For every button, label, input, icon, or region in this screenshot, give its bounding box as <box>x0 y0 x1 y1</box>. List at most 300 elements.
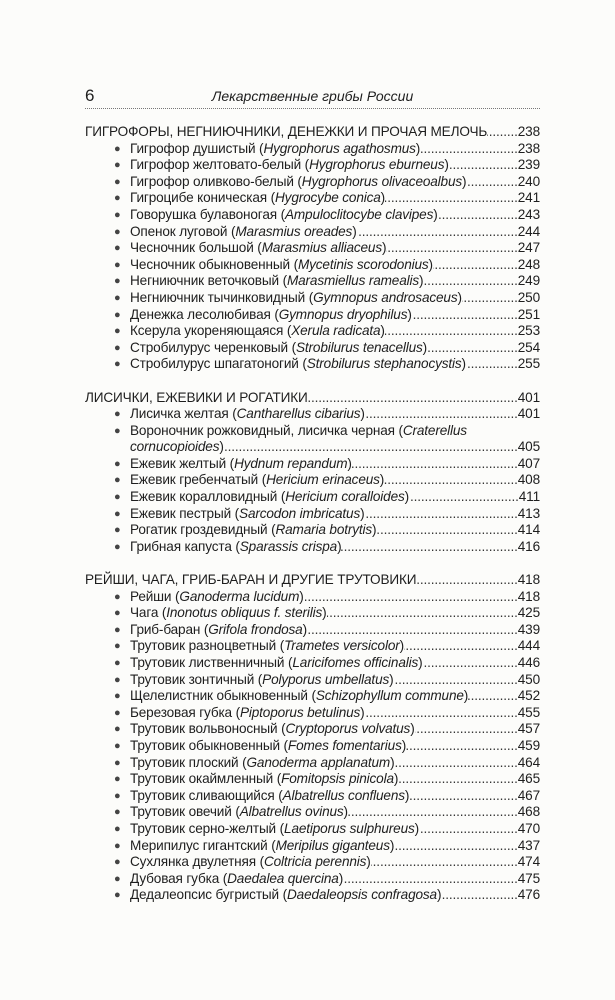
latin-name: Marasmius oreades <box>235 223 353 239</box>
russian-name: Чесночник обыкновенный <box>130 256 290 272</box>
russian-name: Ежевик коралловидный <box>130 489 278 505</box>
bullet-icon: ● <box>114 524 121 537</box>
bullet-icon: ● <box>114 690 121 703</box>
entry-page: 238 <box>517 140 540 156</box>
section-page: 238 <box>517 124 540 139</box>
table-of-contents <box>85 124 540 921</box>
toc-entry[interactable] <box>85 489 540 506</box>
russian-name: Вороночник рожковидный, лисичка черная <box>130 422 395 438</box>
entry-name: Трутовик сливающийся (Albatrellus confluens) <box>130 787 410 803</box>
entry-name: Трутовик серно-желтый (Laetiporus sulphureus) <box>130 820 420 836</box>
latin-name: Polyporus umbellatus <box>262 671 390 687</box>
latin-name: Fomes fomentarius <box>287 737 402 753</box>
entry-page: 243 <box>517 206 540 222</box>
latin-name: Albatrellus ovinus <box>239 804 344 820</box>
entry-name: Ежевик коралловидный (Hericium coralloides) <box>130 489 410 505</box>
russian-name: Дедалеопсис бугристый <box>130 887 279 903</box>
entry-page: 416 <box>517 538 540 554</box>
russian-name: Негниючник веточковый <box>130 273 279 289</box>
entry-name: Трутовик окаймленный (Fomitopsis pinicola) <box>130 771 399 787</box>
dot-leader <box>385 323 518 340</box>
dot-leader <box>416 572 517 589</box>
toc-entry[interactable] <box>85 406 540 423</box>
entry-name: Щелелистник обыкновенный (Schizophyllum commune) <box>130 688 469 704</box>
toc-entry[interactable] <box>85 522 540 539</box>
section-heading[interactable] <box>85 390 540 407</box>
entry-page: 476 <box>517 887 540 903</box>
toc-entry[interactable] <box>85 207 540 224</box>
toc-entry[interactable] <box>85 838 540 855</box>
dot-leader <box>327 605 518 622</box>
dot-leader <box>449 157 518 174</box>
bullet-icon: ● <box>114 491 121 504</box>
russian-name: Гигрофор оливково-белый <box>130 173 294 189</box>
bullet-icon: ● <box>114 208 121 221</box>
latin-name: Hygrophorus agathosmus <box>263 140 416 156</box>
dot-leader <box>468 688 518 705</box>
entry-name: Трутовик вольвоносный (Cryptoporus volvatus) <box>130 721 415 737</box>
toc-entry[interactable] <box>85 290 540 307</box>
latin-name: Mycetinis scorodonius <box>297 256 429 272</box>
entry-page: 474 <box>517 854 540 870</box>
dot-leader <box>466 356 518 373</box>
entry-name: Дедалеопсис бугристый (Daedaleopsis confragosa) <box>130 887 442 903</box>
latin-name: Hericium erinaceus <box>266 472 380 488</box>
entry-page: 467 <box>517 787 540 803</box>
bullet-icon: ● <box>114 358 121 371</box>
bullet-icon: ● <box>114 657 121 669</box>
entry-page: 418 <box>517 588 540 604</box>
bullet-icon: ● <box>114 607 121 620</box>
dot-leader <box>462 290 518 307</box>
entry-name: Денежка лесолюбивая (Gymnopus dryophilus) <box>130 306 412 322</box>
entry-page: 251 <box>517 306 540 322</box>
toc-entry[interactable] <box>85 705 540 722</box>
entry-page: 465 <box>517 771 540 787</box>
entry-page: 455 <box>517 704 540 720</box>
entry-page: 408 <box>517 472 540 488</box>
bullet-icon: ● <box>114 822 121 835</box>
dot-leader <box>412 307 518 324</box>
entry-name: Дубовая губка (Daedalea quercina) <box>130 870 344 886</box>
russian-name: Трутовик разноцветный <box>130 638 277 654</box>
latin-name: Gymnopus dryophilus <box>278 306 408 322</box>
dot-leader <box>371 854 518 871</box>
running-title: Лекарственные грибы России <box>211 88 414 104</box>
dot-leader <box>420 141 518 158</box>
latin-name: Strobilurus stephanocystis <box>306 356 462 372</box>
latin-name: Daedaleopsis confragosa <box>287 887 437 903</box>
toc-entry[interactable] <box>85 472 540 489</box>
latin-name: Grifola frondosa <box>208 621 303 637</box>
section-title: РЕЙШИ, ЧАГА, ГРИБ-БАРАН И ДРУГИЕ ТРУТОВИКИ <box>85 572 417 588</box>
section-page: 401 <box>517 389 540 405</box>
toc-entry[interactable] <box>85 456 540 473</box>
bullet-icon: ● <box>114 457 121 470</box>
toc-entry[interactable] <box>85 821 540 838</box>
dot-leader <box>423 655 518 672</box>
entry-name: Лисичка желтая (Cantharellus cibarius) <box>130 406 365 422</box>
bullet-icon: ● <box>114 723 121 736</box>
toc-entry[interactable] <box>85 655 540 672</box>
bullet-icon: ● <box>114 225 121 238</box>
dot-leader <box>398 771 518 788</box>
entry-page: 470 <box>517 820 540 836</box>
entry-page: 249 <box>517 273 540 289</box>
toc-entry[interactable] <box>85 190 540 207</box>
entry-name: Гигроцибе коническая (Hygrocybe conica) <box>130 190 386 206</box>
russian-name: Грибная капуста <box>130 538 232 554</box>
latin-name: Cantharellus cibarius <box>236 406 361 422</box>
section-page: 418 <box>517 572 540 588</box>
bullet-icon: ● <box>114 872 121 885</box>
entry-name: Негниючник веточковый (Marasmiellus ramealis) <box>130 273 424 289</box>
dot-leader <box>487 124 518 141</box>
latin-name: Albatrellus confluens <box>282 787 405 803</box>
russian-name: Березовая губка <box>130 704 232 720</box>
bullet-icon: ● <box>114 341 121 354</box>
russian-name: Гигроцибе коническая <box>130 190 267 206</box>
dot-leader <box>406 738 518 755</box>
entry-name: Чесночник большой (Marasmius alliaceus) <box>130 240 387 256</box>
entry-name: Трутовик зонтичный (Polyporus umbellatus) <box>130 671 394 687</box>
toc-entry[interactable] <box>85 638 540 655</box>
latin-name: Xerula radicata <box>291 323 381 339</box>
entry-name-continued: cornucopioides) <box>130 439 224 455</box>
latin-name: Cryptoporus volvatus <box>285 721 411 737</box>
entry-page: 468 <box>517 804 540 820</box>
latin-name: Craterellus <box>402 422 467 438</box>
toc-entry[interactable] <box>85 672 540 689</box>
bullet-icon: ● <box>114 623 121 636</box>
latin-name: Sarcodon imbricatus <box>239 505 361 521</box>
entry-name: Чага (Inonotus obliquus f. sterilis) <box>130 605 327 621</box>
entry-page: 239 <box>517 157 540 173</box>
latin-name: Schizophyllum commune <box>315 688 464 704</box>
russian-name: Гриб-баран <box>130 621 201 637</box>
dot-leader <box>385 190 518 207</box>
bullet-icon: ● <box>114 192 121 205</box>
dot-leader <box>423 273 517 290</box>
latin-name: Meripilus giganteus <box>275 837 390 853</box>
entry-page: 413 <box>517 505 540 521</box>
dot-leader <box>365 705 518 722</box>
russian-name: Щелелистник обыкновенный <box>130 688 308 704</box>
toc-entry[interactable] <box>85 738 540 755</box>
russian-name: Гигрофор желтовато-белый <box>130 157 302 173</box>
toc-entry[interactable] <box>85 273 540 290</box>
russian-name: Гигрофор душистый <box>130 140 256 156</box>
entry-name: Рогатик гроздевидный (Ramaria botrytis) <box>130 522 377 538</box>
dot-leader <box>433 257 518 274</box>
section-title: ЛИСИЧКИ, ЕЖЕВИКИ И РОГАТИКИ <box>85 389 308 405</box>
toc-entry[interactable] <box>85 804 540 821</box>
dot-leader <box>365 406 518 423</box>
running-header <box>85 86 540 109</box>
russian-name: Трутовик лиственничный <box>130 655 285 670</box>
toc-entry[interactable] <box>85 423 540 440</box>
entry-name: Опенок луговой (Marasmius oreades) <box>130 223 357 239</box>
russian-name: Трутовик зонтичный <box>130 671 255 687</box>
entry-page: 457 <box>517 721 540 737</box>
bullet-icon: ● <box>114 640 121 653</box>
dot-leader <box>365 506 518 523</box>
bullet-icon: ● <box>114 739 121 752</box>
russian-name: Говорушка булавоногая <box>130 206 277 222</box>
latin-name: Marasmiellus ramealis <box>286 273 420 289</box>
entry-page: 255 <box>517 356 540 372</box>
russian-name: Чесночник большой <box>130 240 254 256</box>
bullet-icon: ● <box>114 424 121 437</box>
dot-leader <box>394 838 518 855</box>
dot-leader <box>409 489 519 506</box>
russian-name: Стробилурус черенковый <box>130 339 288 355</box>
toc-entry[interactable] <box>85 788 540 805</box>
latin-name: Hygrophorus olivaceoalbus <box>301 173 463 189</box>
toc-section <box>85 124 540 373</box>
toc-entry[interactable] <box>85 307 540 324</box>
russian-name: Опенок луговой <box>130 223 228 239</box>
latin-name: Hygrocybe conica <box>275 190 381 206</box>
toc-entry[interactable] <box>85 174 540 191</box>
entry-name: Сухлянка двулетняя (Coltricia perennis) <box>130 854 371 870</box>
latin-name: Marasmius alliaceus <box>261 240 382 256</box>
entry-page: 248 <box>517 256 540 272</box>
entry-page: 241 <box>517 190 540 206</box>
toc-entry[interactable] <box>85 854 540 871</box>
entry-name: Ксерула укореняющаяся (Xerula radicata) <box>130 323 385 339</box>
latin-name: Ganoderma lucidum <box>179 588 300 604</box>
entry-name: Стробилурус шпагатоногий (Strobilurus stephanocystis) <box>130 356 466 372</box>
entry-page: 405 <box>517 439 540 455</box>
dot-leader <box>409 788 517 805</box>
entry-name: Трутовик плоский (Ganoderma applanatum) <box>130 754 395 770</box>
bullet-icon: ● <box>114 789 121 802</box>
entry-page: 452 <box>517 688 540 704</box>
entry-name: Гриб-баран (Grifola frondosa) <box>130 621 307 637</box>
entry-page: 446 <box>517 655 540 670</box>
entry-page: 253 <box>517 323 540 339</box>
bullet-icon: ● <box>114 856 121 869</box>
russian-name: Рейши <box>130 588 172 604</box>
entry-page: 425 <box>517 605 540 621</box>
latin-name: Inonotus obliquus f. sterilis <box>166 605 323 621</box>
toc-entry[interactable] <box>85 157 540 174</box>
dot-leader <box>304 589 518 606</box>
bullet-icon: ● <box>114 889 121 902</box>
entry-name: Трутовик разноцветный (Trametes versicolor) <box>130 638 405 654</box>
russian-name: Трутовик обыкновенный <box>130 737 280 753</box>
entry-name: Чесночник обыкновенный (Mycetinis scorodonius) <box>130 256 433 272</box>
toc-entry[interactable] <box>85 257 540 274</box>
dot-leader <box>384 472 518 489</box>
russian-name: Трутовик окаймленный <box>130 771 274 787</box>
entry-name: Мерипилус гигантский (Meripilus giganteus) <box>130 837 395 853</box>
toc-section <box>85 572 540 904</box>
russian-name: Трутовик серно-желтый <box>130 820 277 836</box>
latin-name: Piptoporus betulinus <box>239 704 361 720</box>
russian-name: Дубовая губка <box>130 870 220 886</box>
dot-leader <box>427 340 518 357</box>
latin-name: Hericium coralloides <box>285 489 405 505</box>
russian-name: Лисичка желтая <box>130 406 229 422</box>
toc-entry[interactable] <box>85 688 540 705</box>
bullet-icon: ● <box>114 159 121 172</box>
russian-name: Чага <box>130 605 159 621</box>
bullet-icon: ● <box>114 756 121 769</box>
dot-leader <box>394 755 517 772</box>
latin-name: Hygrophorus eburneus <box>309 157 445 173</box>
toc-entry[interactable] <box>85 539 540 556</box>
entry-name: Гигрофор душистый (Hygrophorus agathosmus) <box>130 140 421 156</box>
latin-name: Ramaria botrytis <box>275 522 373 538</box>
entry-name: Березовая губка (Piptoporus betulinus) <box>130 704 365 720</box>
dot-leader <box>415 721 518 738</box>
bullet-icon: ● <box>114 507 121 520</box>
entry-page: 411 <box>518 489 540 505</box>
bullet-icon: ● <box>114 773 121 786</box>
russian-name: Ежевик желтый <box>130 455 227 471</box>
russian-name: Денежка лесолюбивая <box>130 306 271 322</box>
latin-name: Hydnum repandum <box>234 455 348 471</box>
latin-name: Strobilurus tenacellus <box>295 339 423 355</box>
entry-name: Трутовик лиственничный (Laricifomes officinalis) <box>130 655 423 670</box>
toc-entry-continuation[interactable] <box>85 439 540 456</box>
bullet-icon: ● <box>114 806 121 819</box>
entry-page: 250 <box>517 289 540 305</box>
latin-name-continued: cornucopioides <box>130 439 220 455</box>
latin-name: Laetiporus sulphureus <box>284 820 415 836</box>
toc-entry[interactable] <box>85 771 540 788</box>
latin-name: Gymnopus androsaceus <box>313 289 458 305</box>
bullet-icon: ● <box>114 839 121 852</box>
dot-leader <box>419 821 518 838</box>
bullet-icon: ● <box>114 673 121 686</box>
bullet-icon: ● <box>114 474 121 487</box>
entry-name: Стробилурус черенковый (Strobilurus tenacellus) <box>130 339 428 355</box>
entry-page: 450 <box>517 671 540 687</box>
dot-leader <box>376 522 517 539</box>
entry-name: Говорушка булавоногая (Ampuloclitocybe clavipes) <box>130 206 438 222</box>
toc-entry[interactable] <box>85 589 540 606</box>
latin-name: Ganoderma applanatum <box>246 754 391 770</box>
entry-name: Трутовик обыкновенный (Fomes fomentarius) <box>130 737 407 753</box>
bullet-icon: ● <box>114 308 121 321</box>
latin-name: Sparassis crispa <box>239 538 338 554</box>
toc-entry[interactable] <box>85 871 540 888</box>
page-number: 6 <box>85 86 95 105</box>
toc-entry[interactable] <box>85 755 540 772</box>
dot-leader <box>352 456 518 473</box>
bullet-icon: ● <box>114 258 121 271</box>
section-heading[interactable] <box>85 572 540 589</box>
toc-entry[interactable] <box>85 141 540 158</box>
entry-page: 254 <box>517 339 540 355</box>
toc-entry[interactable] <box>85 323 540 340</box>
russian-name: Негниючник тычинковидный <box>130 289 306 305</box>
dot-leader <box>308 390 518 407</box>
latin-name: Fomitopsis pinicola <box>281 771 394 787</box>
russian-name: Сухлянка двулетняя <box>130 854 256 870</box>
entry-page: 247 <box>517 240 540 256</box>
entry-name: Грибная капуста (Sparassis crispa) <box>130 538 342 554</box>
entry-name: Негниючник тычинковидный (Gymnopus androsaceus) <box>130 289 462 305</box>
dot-leader <box>394 672 518 689</box>
entry-name: Рейши (Ganoderma lucidum) <box>130 588 304 604</box>
toc-entry[interactable] <box>85 721 540 738</box>
entry-page: 444 <box>517 638 540 654</box>
russian-name: Рогатик гроздевидный <box>130 522 268 538</box>
bullet-icon: ● <box>114 540 121 553</box>
entry-page: 475 <box>517 870 540 886</box>
russian-name: Ксерула укореняющаяся <box>130 323 284 339</box>
entry-page: 414 <box>517 522 540 538</box>
russian-name: Ежевик гребенчатый <box>130 472 259 488</box>
entry-name: Ежевик пестрый (Sarcodon imbricatus) <box>130 505 365 521</box>
entry-page: 437 <box>517 837 540 853</box>
russian-name: Ежевик пестрый <box>130 505 232 521</box>
bullet-icon: ● <box>114 590 121 603</box>
dot-leader <box>343 871 518 888</box>
entry-page: 464 <box>517 754 540 770</box>
russian-name: Мерипилус гигантский <box>130 837 268 853</box>
toc-entry[interactable] <box>85 356 540 373</box>
russian-name: Трутовик вольвоносный <box>130 721 278 737</box>
latin-name: Daedalea quercina <box>227 870 339 886</box>
russian-name: Трутовик плоский <box>130 754 239 770</box>
toc-entry[interactable] <box>85 887 540 904</box>
bullet-icon: ● <box>114 408 121 421</box>
toc-entry[interactable] <box>85 224 540 241</box>
toc-entry[interactable] <box>85 622 540 639</box>
latin-name: Coltricia perennis <box>263 854 367 870</box>
dot-leader <box>341 539 517 556</box>
entry-name: Гигрофор желтовато-белый (Hygrophorus eburneus) <box>130 157 449 173</box>
entry-page: 459 <box>517 737 540 753</box>
toc-section <box>85 390 540 556</box>
entry-name: Трутовик овечий (Albatrellus ovinus) <box>130 804 348 820</box>
latin-name: Ampuloclitocybe clavipes <box>284 206 434 222</box>
dot-leader <box>386 240 517 257</box>
bullet-icon: ● <box>114 175 121 188</box>
entry-page: 240 <box>517 173 540 189</box>
dot-leader <box>438 207 518 224</box>
toc-entry[interactable] <box>85 340 540 357</box>
bullet-icon: ● <box>114 142 121 155</box>
dot-leader <box>404 638 518 655</box>
bullet-icon: ● <box>114 706 121 719</box>
entry-page: 439 <box>517 621 540 637</box>
bullet-icon: ● <box>114 291 121 304</box>
dot-leader <box>307 622 518 639</box>
russian-name: Трутовик сливающийся <box>130 787 275 803</box>
russian-name: Стробилурус шпагатоногий <box>130 356 299 372</box>
entry-name: Гигрофор оливково-белый (Hygrophorus olivaceoalbus) <box>130 173 467 189</box>
section-heading[interactable] <box>85 124 540 141</box>
dot-leader <box>441 887 517 904</box>
toc-entry[interactable] <box>85 605 540 622</box>
section-title: ГИГРОФОРЫ, НЕГНИЮЧНИКИ, ДЕНЕЖКИ И ПРОЧАЯ МЕЛОЧЬ <box>85 124 488 139</box>
toc-entry[interactable] <box>85 506 540 523</box>
entry-name: Ежевик гребенчатый (Hericium erinaceus) <box>130 472 385 488</box>
toc-entry[interactable] <box>85 240 540 257</box>
entry-name: Ежевик желтый (Hydnum repandum) <box>130 455 352 471</box>
latin-name: Laricifomes officinalis <box>292 655 419 670</box>
dot-leader <box>348 804 518 821</box>
latin-name: Trametes versicolor <box>284 638 400 654</box>
bullet-icon: ● <box>114 325 121 338</box>
entry-name: Вороночник рожковидный, лисичка черная (Craterellus <box>130 422 467 438</box>
